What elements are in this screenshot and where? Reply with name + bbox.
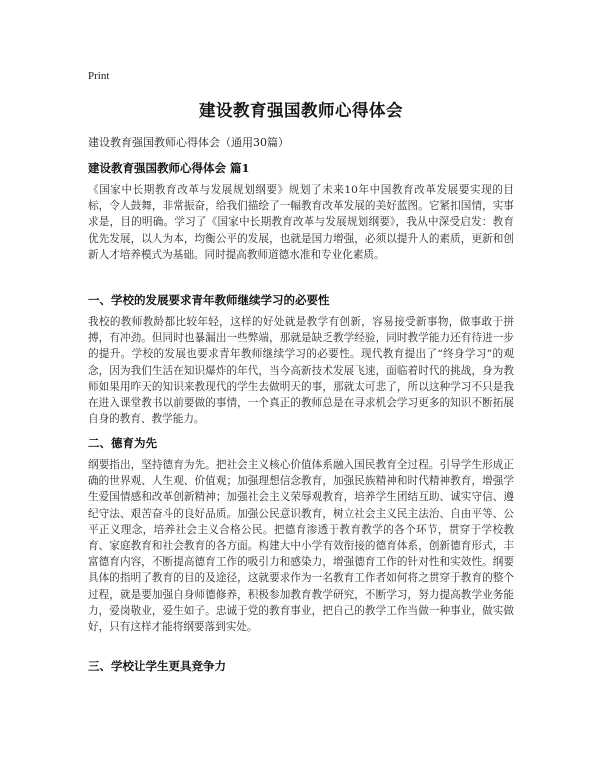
- print-link[interactable]: Print: [88, 70, 110, 82]
- article-heading: 建设教育强国教师心得体会 篇1: [88, 161, 250, 175]
- section-2-title: 二、德育为先: [88, 436, 157, 450]
- section-3-title: 三、学校让学生更具竞争力: [88, 659, 226, 673]
- section-1-paragraph: 我校的教师教龄都比较年轻，这样的好处就是教学有创新，容易接受新事物，做事敢于拼搏，有冲劲。但同时也暴漏出一些弊端，那就是缺乏教学经验，同时教学能力还有待进一步的提升。学校的发展也要求青年教师继续学习的必要性。现代教育提出了“终身学习”的观念，因为我们生活在知识爆炸的年代，当今高新技术发展飞速，面临着时代的挑战，身为教师如果用昨天的知识来教现代的学生去做明天的事，那就太可悲了，所以这种学习不只是我在进入课堂教书以前要做的事情，一个真正的教师总是在寻求机会学习更多的知识不断拓展自身的教育、教学能力。: [88, 316, 514, 426]
- section-2-paragraph: 纲要指出，坚持德育为先。把社会主义核心价值体系融入国民教育全过程。引导学生形成正确的世界观、人生观、价值观；加强理想信念教育，加强民族精神和时代精神教育，增强学生爱国情感和改革创新精神；加强社会主义荣辱观教育，培养学生团结互助、诚实守信、遵纪守法、艰苦奋斗的良好品质。加强公民意识教育，树立社会主义民主法治、自由平等、公平正义理念，培养社会主义合格公民。把德育渗透于教育教学的各个环节，贯穿于学校教育、家庭教育和社会教育的各方面。构建大中小学有效衔接的德育体系，创新德育形式，丰富德育内容，不断提高德育工作的吸引力和感染力，增强德育工作的针对性和实效性。纲要具体的指明了教育的目的及途径，这就要求作为一名教育工作者如何将之贯穿于教育的整个过程，就是要加强自身师德修养，积极参加教育教学研究，不断学习，努力提高教学业务能力，爱岗敬业，爱生如子。忠诚于党的教育事业，把自己的教学工作当做一种事业，做实做好，只有这样才能将纲要落到实处。: [88, 459, 514, 634]
- section-1-title: 一、学校的发展要求青年教师继续学习的必要性: [88, 293, 330, 307]
- intro-paragraph: 《国家中长期教育改革与发展规划纲要》规划了未来10年中国教育改革发展要实现的目标，令人鼓舞，非常振奋，给我们描绘了一幅教育改革发展的美好蓝图。它紧扣国情，实事求是，目的明确。学习了《国家中长期教育改革与发展规划纲要》，我从中深受启发：教育优先发展，以人为本，均衡公平的发展，也就是国力增强，必须以提升人的素质，更新和创新人才培养模式为基础。同时提高教师道德水准和专业化素质。: [88, 184, 514, 261]
- document-subtitle: 建设教育强国教师心得体会（通用30篇）: [88, 136, 289, 149]
- document-title: 建设教育强国教师心得体会: [199, 101, 403, 120]
